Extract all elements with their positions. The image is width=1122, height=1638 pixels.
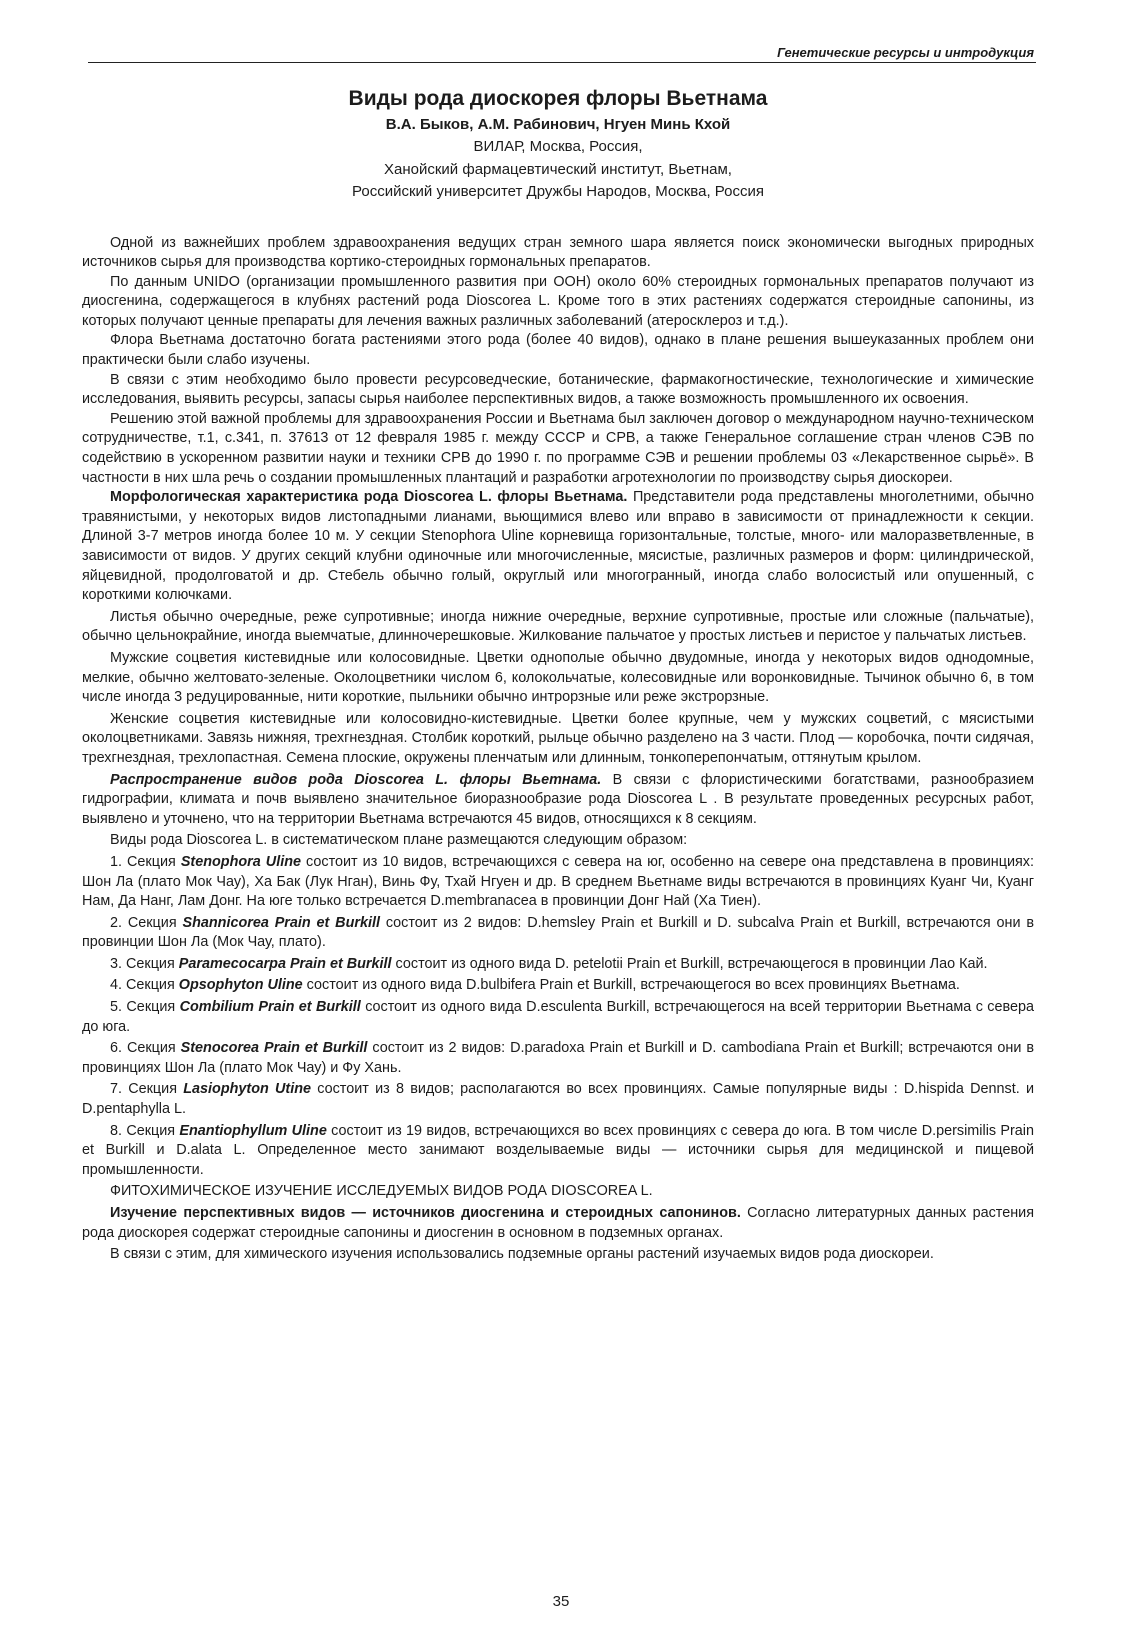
paragraph-text: состоит из 2 видов: D.hemsley Prain et Burkill и D. subcalva Prain et Burkill, встречаются они в провинции Шон Ла (Мок Чау, плато). [82,914,1034,951]
run-in-heading: Морфологическая характеристика рода Dioscorea L. флоры Вьетнама. [110,489,628,506]
section-number: 3. Секция [110,955,179,972]
run-in-heading: Enantiophyllum Uline [179,1122,327,1139]
paragraph [82,998,1034,1037]
paragraph-text: состоит из 2 видов: D.paradoxa Prain et Burkill и D. cambodiana Prain et Burkill; встречаются они в провинциях Шон Ла (плато Мок Чау) и Фу Хань. [82,1040,1034,1076]
paragraph [82,1080,1034,1119]
paragraph [82,1122,1034,1181]
paragraph [82,710,1034,769]
paragraph [82,234,1034,273]
paragraph-text: ФИТОХИМИЧЕСКОЕ ИЗУЧЕНИЕ ИССЛЕДУЕМЫХ ВИДОВ РОДА DIOSCOREA L. [110,1183,653,1200]
run-in-heading: Stenophora Uline [180,853,301,870]
paragraph-text: Мужские соцветия кистевидные или колосовидные. Цветки однополые обычно двудомные, иногда у некоторых видов однодомные, мелкие, обычно желтовато-зеленые. Околоцветники числом 6, колокольчатые, колесовидные или воронковидные. Тычинок обычно 6, в том числе иногда 3 редуцированные, нити короткие, пыльники обычно интрорзные или реже экстрорзные. [82,649,1034,706]
paragraph [82,771,1034,830]
paragraph [82,976,1034,996]
paragraph [82,273,1034,332]
paragraph-text: В связи с этим, для химического изучения использовались подземные органы растений изучаемых видов рода диоскореи. [110,1246,934,1263]
paragraph-text: состоит из одного вида D.esculenta Burkill, встречающегося на всей территории Вьетнама с севера до юга. [82,999,1034,1035]
paragraph-text: состоит из 19 видов, встречающихся во всех провинциях с севера до юга. В том числе D.persimilis Prain et Burkill и D.alata L. Определенное место занимают возделываемые виды — источники сырья для медицинской и пищевой промышленности. [82,1122,1034,1178]
paragraph-text: Флора Вьетнама достаточно богата растениями этого рода (более 40 видов), однако в плане решения вышеуказанных проблем они практически были слабо изучены. [82,332,1034,369]
run-in-heading: Opsophyton Uline [178,977,303,994]
affiliation-3: Российский университет Дружбы Народов, Москва, Россия [352,183,764,200]
paragraph-text: Согласно литературных данных растения рода диоскорея содержат стероидные сапонины и диосгенин в основном в подземных органах. [82,1205,1034,1241]
paragraph-text: состоит из одного вида D. petelotii Prain et Burkill, встречающегося в провинции Лао Кай. [391,955,988,972]
article-title: Виды рода диоскорея флоры Вьетнама [348,87,768,110]
header-rule [88,62,1036,63]
paragraph [82,608,1034,647]
run-in-heading: Paramecocarpa Prain et Burkill [178,955,392,972]
paragraph [82,955,1034,975]
paragraph-text: По данным UNIDO (организации промышленного развития при ООН) около 60% стероидных гормональных препаратов получают из диосгенина, содержащегося в клубнях растений рода Dioscorea L. Кроме того в этих растениях содержатся стероидные сапонины, из которых получают ценные препараты для лечения важных различных заболеваний (атеросклероз и т.д.). [82,273,1034,329]
paragraph-text: Решению этой важной проблемы для здравоохранения России и Вьетнама был заключен договор о международном научно-техническом сотрудничестве, т.1, с.341, п. 37613 от 12 февраля 1985 г. между СССР и СРВ, а также Генеральное соглашение стран членов СЭВ по содействию в ускоренном развитии науки и техники СРВ до 1990 г. по программе СЭВ и решении проблемы 03 «Лекарственное сырьё». В частности в них шла речь о создании промышленных плантаций и разработки агротехнологии по производству сырья диоскореи. [82,410,1034,486]
authors: В.А. Быков, А.М. Рабинович, Нгуен Минь Кхой [385,116,731,133]
paragraph [82,1204,1034,1243]
paragraph [82,649,1034,708]
paragraph-text: состоит из 10 видов, встречающихся с севера на юг, особенно на севере она представлена в провинциях: Шон Ла (плато Мок Чау), Ха Бак (Лук Нган), Винь Фу, Тхай Нгуен и др. В среднем Вьетнаме виды встречаются в провинциях Куанг Чи, Куанг Нам, Да Нанг, Лам Донг. На юге только встречается D.membranacea в провинции Донг Най (Ха Тиен). [82,853,1035,910]
paragraph-text: В связи с флористическими богатствами, разнообразием гидрографии, климата и почв выявлено значительное биоразнообразие рода Dioscorea L . В результате проведенных ресурсных работ, выявлено и уточнено, что на территории Вьетнама встречаются 45 видов, относящихся к 8 секциям. [82,771,1034,827]
paragraph [82,1245,1034,1265]
paragraph-text: состоит из одного вида D.bulbifera Prain et Burkill, встречающегося во всех провинциях Вьетнама. [302,977,960,994]
paragraph [82,1182,1034,1202]
paragraph [82,914,1034,953]
paragraph-text: Представители рода представлены многолетними, обычно травянистыми, у некоторых видов листопадными лианами, вьющимися влево или вправо в зависимости от принадлежности к секции. Длиной 3-7 метров иногда более 10 м. У секции Stenophora Uline корневища горизонтальные, толстые, много- или малоразветвленные, в зависимости от видов. У других секций клубни одиночные или многочисленные, мясистые, различных размеров и форм: цилиндрической, яйцевидной, продолговатой и др. Стебель обычно голый, округлый или многогранный, иногда слабо волосистый или опушенный, с короткими колючками. [82,489,1034,604]
section-number: 7. Секция [110,1081,184,1098]
affiliation-2: Ханойский фармацевтический институт, Вьетнам, [384,160,732,178]
paragraph-text: Одной из важнейших проблем здравоохранения ведущих стран земного шара является поиск экономически выгодных природных источников сырья для производства кортико-стероидных гормональных препаратов. [82,234,1034,271]
article-body [82,234,1034,1265]
section-number: 2. Секция [110,914,183,931]
run-in-heading: Lasiophyton Utine [183,1081,312,1098]
title-block [82,86,1034,204]
running-head: Генетические ресурсы и интродукция [777,45,1034,60]
paragraph-text: Виды рода Dioscorea L. в систематическом плане размещаются следующим образом: [110,832,688,849]
affiliation-1: ВИЛАР, Москва, Россия, [473,138,643,155]
paragraph [82,831,1034,851]
paragraph [82,331,1034,370]
run-in-heading: Изучение перспективных видов — источников диосгенина и стероидных сапонинов. [110,1205,741,1221]
run-in-heading: Распространение видов рода Dioscorea L. флоры Вьетнама. [110,771,602,788]
section-number: 5. Секция [110,999,180,1016]
paragraph [82,1039,1034,1078]
paragraph-text: Женские соцветия кистевидные или колосовидно-кистевидные. Цветки более крупные, чем у мужских соцветий, с мясистыми околоцветниками. Завязь нижняя, трехгнездная. Столбик короткий, рыльце обычно разделено на 3 части. Плод — коробочка, почти сидячая, трехгнездная, трехлопастная. Семена плоские, окружены пленчатым или длинным, тонкоперепончатым, оттянутым крылом. [82,710,1034,766]
section-number: 4. Секция [110,977,179,994]
paragraph [82,853,1034,912]
paragraph-text: Листья обычно очередные, реже супротивные; иногда нижние очередные, верхние супротивные, простые или сложные (пальчатые), обычно цельнокрайние, иногда выемчатые, длинночерешковые. Жилкование пальчатое у простых листьев и перистое у пальчатых листьев. [82,608,1034,645]
run-in-heading: Stenocorea Prain et Burkill [180,1040,368,1057]
section-number: 6. Секция [110,1040,181,1057]
paragraph [82,488,1034,606]
section-number: 1. Секция [110,853,181,870]
page-number: 35 [552,1593,570,1610]
paragraph [82,371,1034,410]
paragraph-text: состоит из 8 видов; располагаются во всех провинциях. Самые популярные виды : D.hispida Dennst. и D.pentaphylla L. [82,1081,1034,1118]
run-in-heading: Shannicorea Prain et Burkill [182,914,380,931]
run-in-heading: Combilium Prain et Burkill [179,999,361,1016]
paragraph-text: В связи с этим необходимо было провести ресурсоведческие, ботанические, фармакогностические, технологические и химические исследования, выявить ресурсы, запасы сырья наиболее перспективных видов, а также возможность промышленного их освоения. [82,371,1034,408]
section-number: 8. Секция [110,1122,180,1139]
paragraph [82,410,1034,488]
